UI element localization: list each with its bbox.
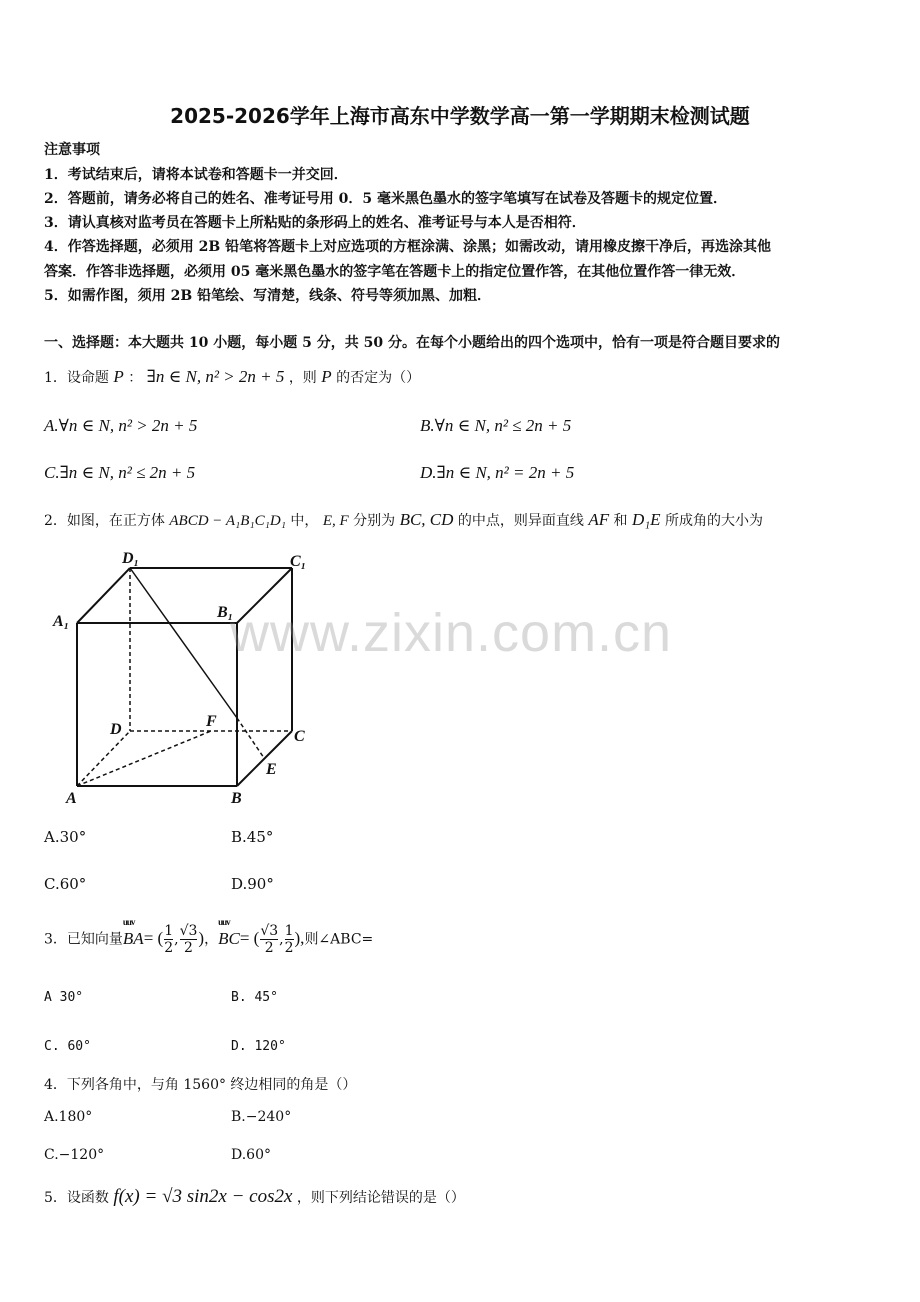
- note-item: 答案．作答非选择题，必须用 05 毫米黑色墨水的签字笔在答题卡上的指定位置作答，在其他位置作答一律无效．: [44, 264, 746, 280]
- paren: ),: [294, 928, 305, 948]
- q1-option-b: B.∀n ∈ N, n² ≤ 2n + 5: [420, 416, 572, 435]
- hidden-line-d1e-part: [237, 718, 264, 758]
- note-item: 1．考试结束后，请将本试卷和答题卡一并交回．: [44, 167, 348, 183]
- q2-option-c: C.60°: [44, 875, 87, 893]
- q4-option-d: D.60°: [231, 1147, 271, 1163]
- q4-option-c: C.−120°: [44, 1147, 105, 1163]
- note-item: 2．答题前，请务必将自己的姓名、准考证号用 0．5 毫米黑色墨水的签字笔填写在试卷及答题卡的规定位置．: [44, 191, 727, 207]
- question-2-text: 和: [613, 513, 628, 529]
- label-a1: A₁: [53, 613, 70, 630]
- fraction-denominator: 2: [164, 940, 174, 956]
- cube-diagram: [44, 548, 334, 813]
- question-2-text: 分别为: [353, 513, 396, 529]
- equals: = (: [143, 928, 164, 948]
- label-c1: C₁: [290, 553, 307, 570]
- notes-heading: 注意事项: [44, 142, 100, 158]
- q1-option-c: C.∃n ∈ N, n² ≤ 2n + 5: [44, 463, 196, 482]
- question-3: 3．已知向量uuv BA= ( $\frac{1}{2}$ , $\frac{√3}{2}$ )，uuv BC= ( $\frac{√3}{2}$ , $\frac{1}{2}$ ),则∠ABC=: [44, 923, 373, 956]
- section-heading: 一、选择题：本大题共 10 小题，每小题 5 分，共 50 分。在每个小题给出的四个选项中，恰有一项是符合题目要求的: [44, 335, 780, 351]
- label-f: F: [206, 713, 217, 730]
- q3-option-c: C. 60°: [44, 1039, 91, 1054]
- question-4: 4．下列各角中，与角 1560° 终边相同的角是（）: [44, 1077, 357, 1093]
- points-ef: E, F: [322, 513, 349, 529]
- fraction-numerator: √3: [260, 923, 279, 939]
- watermark: www.zixin.com.cn: [230, 603, 673, 663]
- q3-option-a: A 30°: [44, 990, 84, 1005]
- q4-option-a: A.180°: [44, 1109, 93, 1125]
- proposition-p-ref: P: [321, 367, 332, 386]
- segments-bc-cd: BC, CD: [399, 510, 454, 529]
- label-d1: D₁: [122, 550, 140, 567]
- question-3-text: 3．已知向量: [44, 931, 123, 948]
- question-2: [44, 510, 763, 530]
- q4-option-b: B.−240°: [231, 1109, 292, 1125]
- label-e: E: [266, 761, 277, 778]
- fraction: [285, 923, 294, 956]
- question-1-tail2: 的否定为（）: [336, 370, 421, 386]
- fraction-numerator: 1: [284, 923, 294, 939]
- fraction-denominator: 2: [264, 940, 274, 956]
- cube-name: ABCD − A₁B₁C₁D₁: [169, 513, 286, 529]
- question-2-text: 的中点，则异面直线: [457, 513, 584, 529]
- page-title: 2025-2026学年上海市高东中学数学高一第一学期期末检测试题: [170, 104, 750, 128]
- q1-option-d: D.∃n ∈ N, n² = 2n + 5: [420, 463, 575, 482]
- fraction-numerator: √3: [179, 923, 198, 939]
- edge-bc: [237, 731, 292, 786]
- q1-option-a: A.∀n ∈ N, n² > 2n + 5: [44, 416, 198, 435]
- proposition-p: P: [113, 367, 124, 386]
- separator: ，: [204, 931, 219, 948]
- note-item: 3．请认真核对监考员在答题卡上所粘贴的条形码上的姓名、准考证号与本人是否相符．: [44, 215, 586, 231]
- vector-bc: uuv BC: [218, 929, 240, 949]
- fraction-denominator: 2: [184, 940, 193, 956]
- line-d1e-visible: [130, 568, 237, 718]
- question-3-tail: 则∠ABC=: [304, 931, 374, 948]
- equals: = (: [239, 928, 260, 948]
- question-2-text: 所成角的大小为: [665, 513, 764, 529]
- question-2-text: 中，: [290, 513, 319, 529]
- label-d: D: [110, 721, 122, 738]
- hidden-edge-ad: [77, 731, 130, 786]
- question-1-number: 1．设命题: [44, 370, 109, 386]
- label-b1: B₁: [217, 604, 234, 621]
- q2-option-b: B.45°: [231, 828, 274, 846]
- line-d1e: D₁E: [632, 510, 661, 529]
- vector-ba: uuv BA: [123, 929, 144, 949]
- label-a: A: [66, 790, 77, 807]
- function-expression: f(x) = √3 sin2x − cos2x: [113, 1186, 293, 1207]
- paren: ): [198, 928, 205, 948]
- q3-option-d: D. 120°: [231, 1039, 286, 1054]
- colon: ：: [128, 370, 143, 386]
- line-af: AF: [588, 510, 610, 529]
- question-2-text: 2．如图，在正方体: [44, 513, 165, 529]
- label-b: B: [231, 790, 242, 807]
- note-item: 5．如需作图，须用 2B 铅笔绘、写清楚，线条、符号等须加黑、加粗．: [44, 288, 492, 304]
- fraction-denominator: 2: [284, 940, 294, 956]
- label-c: C: [294, 728, 305, 745]
- fraction: [164, 923, 173, 956]
- q2-option-a: A.30°: [44, 828, 87, 846]
- q2-option-d: D.90°: [231, 875, 274, 893]
- question-5-tail: ，则下列结论错误的是（）: [296, 1190, 465, 1206]
- question-1-tail: ，则: [288, 370, 317, 386]
- fraction-numerator: 1: [164, 923, 174, 939]
- question-5-text: 5．设函数: [44, 1190, 109, 1206]
- fraction: [260, 923, 278, 956]
- hidden-line-af: [77, 731, 211, 786]
- question-1: [44, 367, 420, 387]
- question-5: [44, 1186, 465, 1208]
- fraction: [180, 923, 198, 956]
- edge-a1d1: [77, 568, 130, 623]
- q3-option-b: B. 45°: [231, 990, 278, 1005]
- note-item: 4．作答选择题，必须用 2B 铅笔将答题卡上对应选项的方框涂满、涂黑；如需改动，请用橡皮擦干净后，再选涂其他: [44, 239, 772, 255]
- question-1-expression: ∃n ∈ N, n² > 2n + 5: [146, 367, 285, 386]
